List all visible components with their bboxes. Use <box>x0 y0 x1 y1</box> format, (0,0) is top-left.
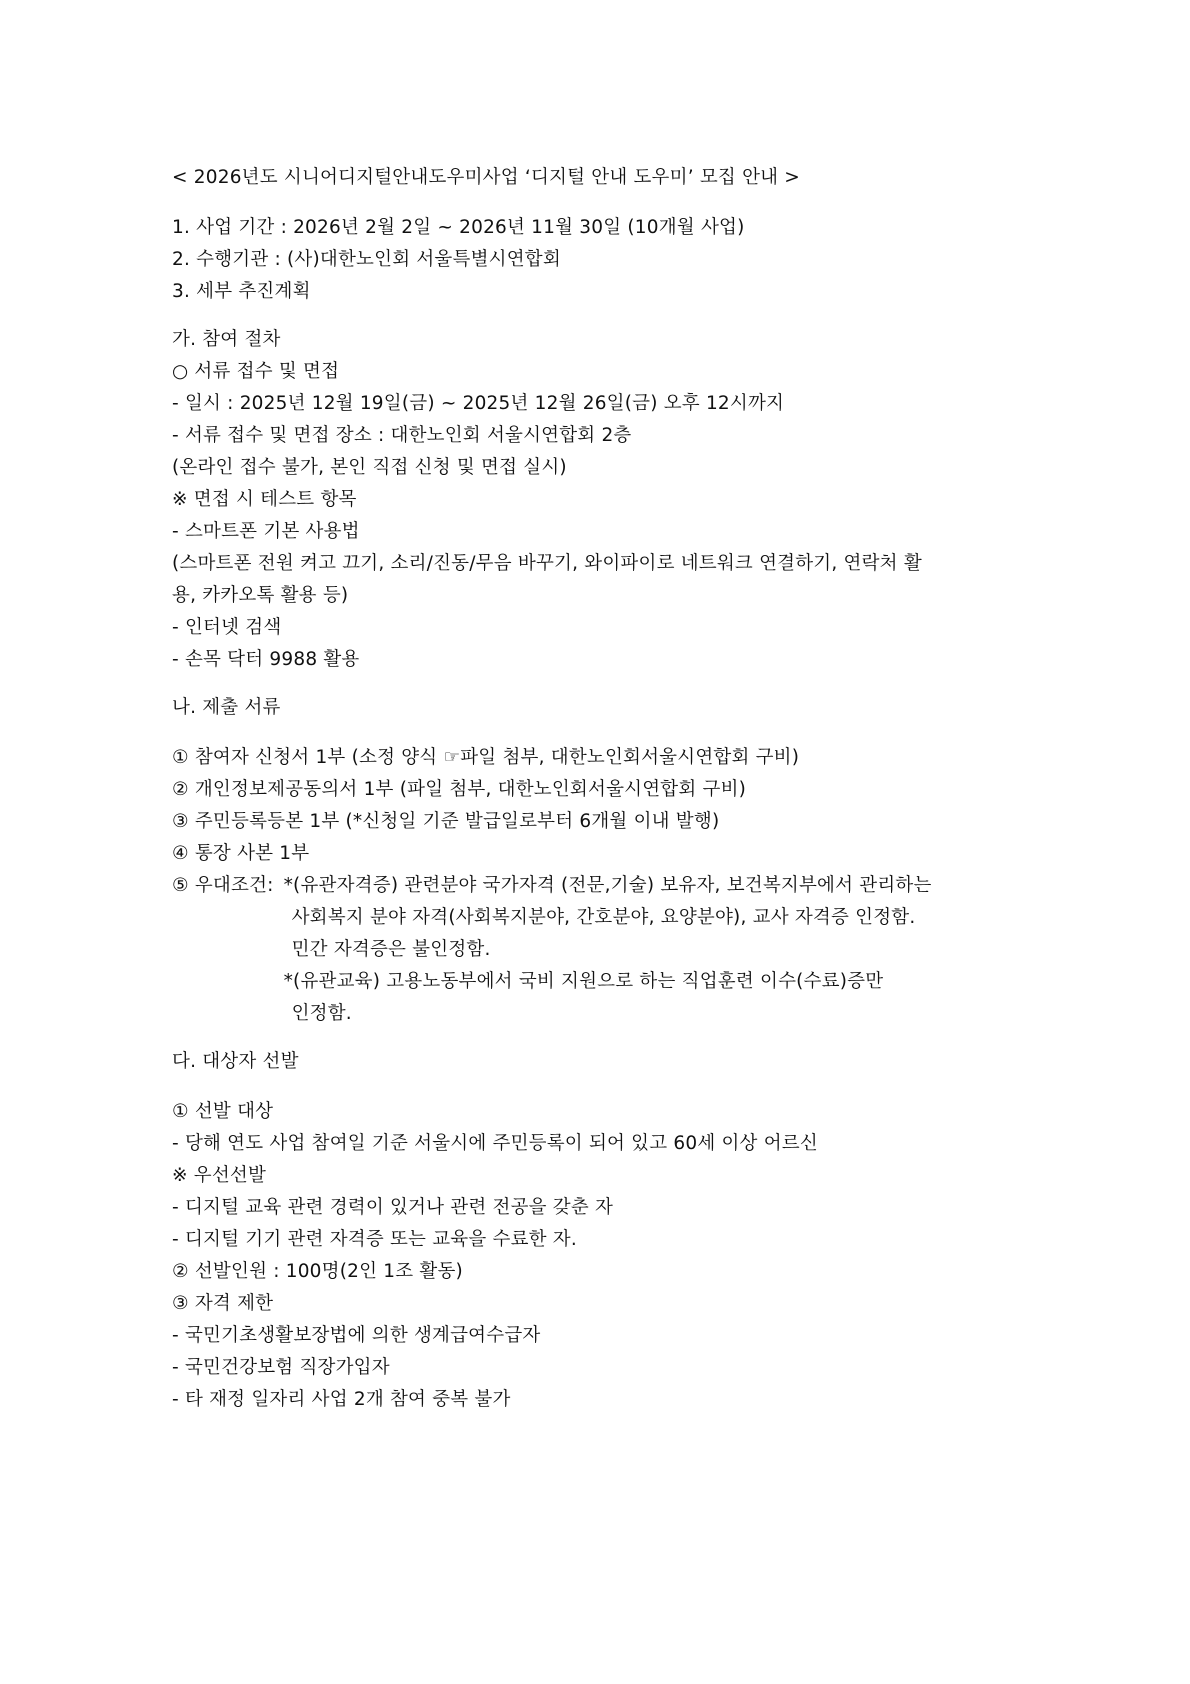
section-heading: 다. 대상자 선발 <box>172 1051 299 1072</box>
list-item: - 스마트폰 기본 사용법 <box>172 521 360 542</box>
list-item: 용, 카카오톡 활용 등) <box>172 585 349 606</box>
list-item: - 국민기초생활보장법에 의한 생계급여수급자 <box>172 1325 541 1346</box>
preference-line: 사회복지 분야 자격(사회복지분야, 간호분야, 요양분야), 교사 자격증 인정함. <box>291 907 916 928</box>
overview-line-agency: 2. 수행기관 : (사)대한노인회 서울특별시연합회 <box>172 249 561 270</box>
list-item: ① 참여자 신청서 1부 (소정 양식 ☞파일 첨부, 대한노인회서울시연합회 구비) <box>172 747 800 768</box>
document-title: < 2026년도 시니어디지털안내도우미사업 ‘디지털 안내 도우미’ 모집 안내 > <box>172 167 801 188</box>
section-required-documents <box>172 692 1032 1030</box>
preference-body <box>284 870 1032 1030</box>
list-item: - 당해 연도 사업 참여일 기준 서울시에 주민등록이 되어 있고 60세 이상 어르신 <box>172 1133 818 1154</box>
overview-section <box>172 212 1032 308</box>
list-item: ③ 자격 제한 <box>172 1293 274 1314</box>
preference-label: ⑤ 우대조건: <box>172 875 274 896</box>
section-heading: 가. 참여 절차 <box>172 329 281 350</box>
list-item: - 디지털 교육 관련 경력이 있거나 관련 전공을 갖춘 자 <box>172 1197 614 1218</box>
list-item: - 서류 접수 및 면접 장소 : 대한노인회 서울시연합회 2층 <box>172 425 632 446</box>
list-item: ② 선발인원 : 100명(2인 1조 활동) <box>172 1261 463 1282</box>
list-item: - 타 재정 일자리 사업 2개 참여 중복 불가 <box>172 1389 511 1410</box>
section-participation-procedure <box>172 324 1032 676</box>
list-item: ① 선발 대상 <box>172 1101 274 1122</box>
document-page <box>172 162 1032 1416</box>
preference-line: *(유관자격증) 관련분야 국가자격 (전문,기술) 보유자, 보건복지부에서 관리하는 <box>283 875 932 896</box>
section-selection <box>172 1046 1032 1416</box>
section-heading: 나. 제출 서류 <box>172 697 281 718</box>
preference-line: 인정함. <box>291 1003 352 1024</box>
list-item: ② 개인정보제공동의서 1부 (파일 첨부, 대한노인회서울시연합회 구비) <box>172 779 747 800</box>
list-item: - 인터넷 검색 <box>172 617 282 638</box>
list-item: ④ 통장 사본 1부 <box>172 843 310 864</box>
list-item: - 디지털 기기 관련 자격증 또는 교육을 수료한 자. <box>172 1229 577 1250</box>
list-item: ※ 우선선발 <box>172 1165 267 1186</box>
preference-line: *(유관교육) 고용노동부에서 국비 지원으로 하는 직업훈련 이수(수료)증만 <box>283 971 884 992</box>
list-item: (스마트폰 전원 켜고 끄기, 소리/진동/무음 바꾸기, 와이파이로 네트워크 연결하기, 연락처 활 <box>172 553 922 574</box>
list-item: - 국민건강보험 직장가입자 <box>172 1357 390 1378</box>
list-item: - 손목 닥터 9988 활용 <box>172 649 360 670</box>
list-item: ○ 서류 접수 및 면접 <box>172 361 340 382</box>
list-item: ③ 주민등록등본 1부 (*신청일 기준 발급일로부터 6개월 이내 발행) <box>172 811 720 832</box>
overview-line-period: 1. 사업 기간 : 2026년 2월 2일 ~ 2026년 11월 30일 (10개월 사업) <box>172 217 745 238</box>
list-item: (온라인 접수 불가, 본인 직접 신청 및 면접 실시) <box>172 457 567 478</box>
preference-line: 민간 자격증은 불인정함. <box>291 939 491 960</box>
list-item: - 일시 : 2025년 12월 19일(금) ~ 2025년 12월 26일(금) 오후 12시까지 <box>172 393 785 414</box>
overview-line-plan: 3. 세부 추진계획 <box>172 281 311 302</box>
preference-conditions <box>172 870 1032 1030</box>
list-item: ※ 면접 시 테스트 항목 <box>172 489 357 510</box>
